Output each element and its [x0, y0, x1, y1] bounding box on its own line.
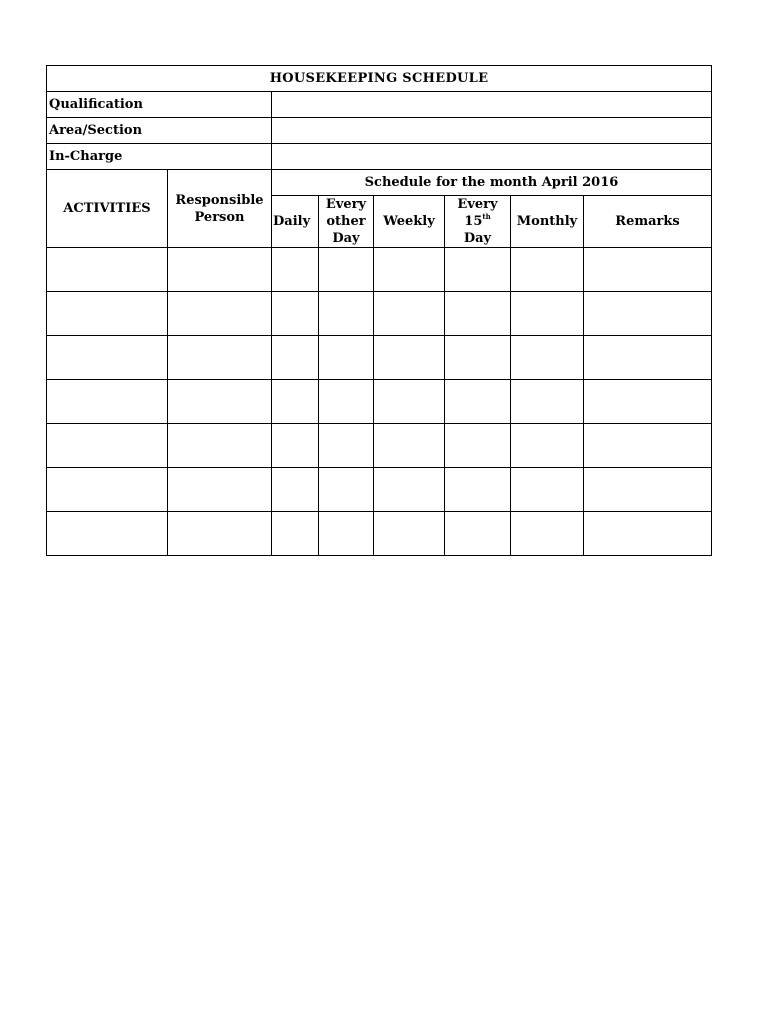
every-other-day-cell[interactable] — [319, 292, 374, 336]
responsible-person-header — [168, 170, 272, 248]
every-15th-day-cell[interactable] — [445, 424, 511, 468]
fifteenth-line3: Day — [463, 231, 492, 246]
every-other-day-cell[interactable] — [319, 248, 374, 292]
responsible-person-cell[interactable] — [168, 424, 272, 468]
monthly-cell[interactable] — [511, 380, 584, 424]
responsible-line2: Person — [194, 210, 245, 225]
table-row — [47, 248, 712, 292]
weekly-cell[interactable] — [374, 248, 445, 292]
weekly-cell[interactable] — [374, 380, 445, 424]
table-row — [47, 424, 712, 468]
qualification-label: Qualification — [47, 92, 272, 118]
schedule-month-header: Schedule for the month April 2016 — [272, 170, 712, 196]
monthly-header: Monthly — [511, 196, 584, 248]
every-other-day-cell[interactable] — [319, 468, 374, 512]
daily-cell[interactable] — [272, 512, 319, 556]
activity-cell[interactable] — [47, 468, 168, 512]
monthly-cell[interactable] — [511, 512, 584, 556]
remarks-cell[interactable] — [584, 336, 712, 380]
remarks-cell[interactable] — [584, 424, 712, 468]
daily-cell[interactable] — [272, 248, 319, 292]
activity-cell[interactable] — [47, 292, 168, 336]
daily-header: Daily — [272, 196, 319, 248]
every-15th-day-cell[interactable] — [445, 512, 511, 556]
table-row — [47, 468, 712, 512]
weekly-cell[interactable] — [374, 468, 445, 512]
remarks-header: Remarks — [584, 196, 712, 248]
responsible-person-cell[interactable] — [168, 380, 272, 424]
monthly-cell[interactable] — [511, 248, 584, 292]
responsible-person-cell[interactable] — [168, 512, 272, 556]
activities-header: ACTIVITIES — [47, 170, 168, 248]
monthly-cell[interactable] — [511, 336, 584, 380]
responsible-line1: Responsible — [175, 193, 264, 208]
weekly-cell[interactable] — [374, 292, 445, 336]
every-other-day-cell[interactable] — [319, 380, 374, 424]
monthly-cell[interactable] — [511, 468, 584, 512]
responsible-person-cell[interactable] — [168, 292, 272, 336]
every-other-day-cell[interactable] — [319, 336, 374, 380]
every-other-line1: Every — [325, 197, 367, 212]
fifteenth-suffix: th — [482, 212, 491, 221]
daily-cell[interactable] — [272, 380, 319, 424]
table-row — [47, 380, 712, 424]
activity-cell[interactable] — [47, 336, 168, 380]
remarks-cell[interactable] — [584, 248, 712, 292]
every-other-day-cell[interactable] — [319, 512, 374, 556]
weekly-header: Weekly — [374, 196, 445, 248]
in-charge-label: In-Charge — [47, 144, 272, 170]
monthly-cell[interactable] — [511, 424, 584, 468]
fifteenth-line1: Every — [457, 197, 498, 212]
daily-cell[interactable] — [272, 336, 319, 380]
every-15th-day-cell[interactable] — [445, 468, 511, 512]
remarks-cell[interactable] — [584, 292, 712, 336]
remarks-cell[interactable] — [584, 512, 712, 556]
activity-cell[interactable] — [47, 424, 168, 468]
responsible-person-cell[interactable] — [168, 336, 272, 380]
monthly-cell[interactable] — [511, 292, 584, 336]
housekeeping-schedule-table — [46, 65, 712, 556]
daily-cell[interactable] — [272, 292, 319, 336]
table-row — [47, 512, 712, 556]
every-15th-day-cell[interactable] — [445, 292, 511, 336]
every-other-day-cell[interactable] — [319, 424, 374, 468]
every-15th-day-header — [445, 196, 511, 248]
daily-cell[interactable] — [272, 424, 319, 468]
activity-cell[interactable] — [47, 512, 168, 556]
every-other-day-header — [319, 196, 374, 248]
qualification-field[interactable] — [272, 92, 712, 118]
area-section-label: Area/Section — [47, 118, 272, 144]
activity-cell[interactable] — [47, 380, 168, 424]
every-other-line3: Day — [332, 231, 360, 246]
remarks-cell[interactable] — [584, 380, 712, 424]
weekly-cell[interactable] — [374, 424, 445, 468]
document-title: HOUSEKEEPING SCHEDULE — [47, 66, 712, 92]
activity-cell[interactable] — [47, 248, 168, 292]
table-row — [47, 292, 712, 336]
weekly-cell[interactable] — [374, 336, 445, 380]
in-charge-field[interactable] — [272, 144, 712, 170]
area-section-field[interactable] — [272, 118, 712, 144]
table-row — [47, 336, 712, 380]
responsible-person-cell[interactable] — [168, 468, 272, 512]
every-other-line2: other — [326, 214, 366, 229]
responsible-person-cell[interactable] — [168, 248, 272, 292]
weekly-cell[interactable] — [374, 512, 445, 556]
daily-cell[interactable] — [272, 468, 319, 512]
every-15th-day-cell[interactable] — [445, 336, 511, 380]
remarks-cell[interactable] — [584, 468, 712, 512]
fifteenth-line2 — [445, 213, 510, 230]
fifteenth-number: 15 — [464, 214, 483, 229]
every-15th-day-cell[interactable] — [445, 248, 511, 292]
every-15th-day-cell[interactable] — [445, 380, 511, 424]
